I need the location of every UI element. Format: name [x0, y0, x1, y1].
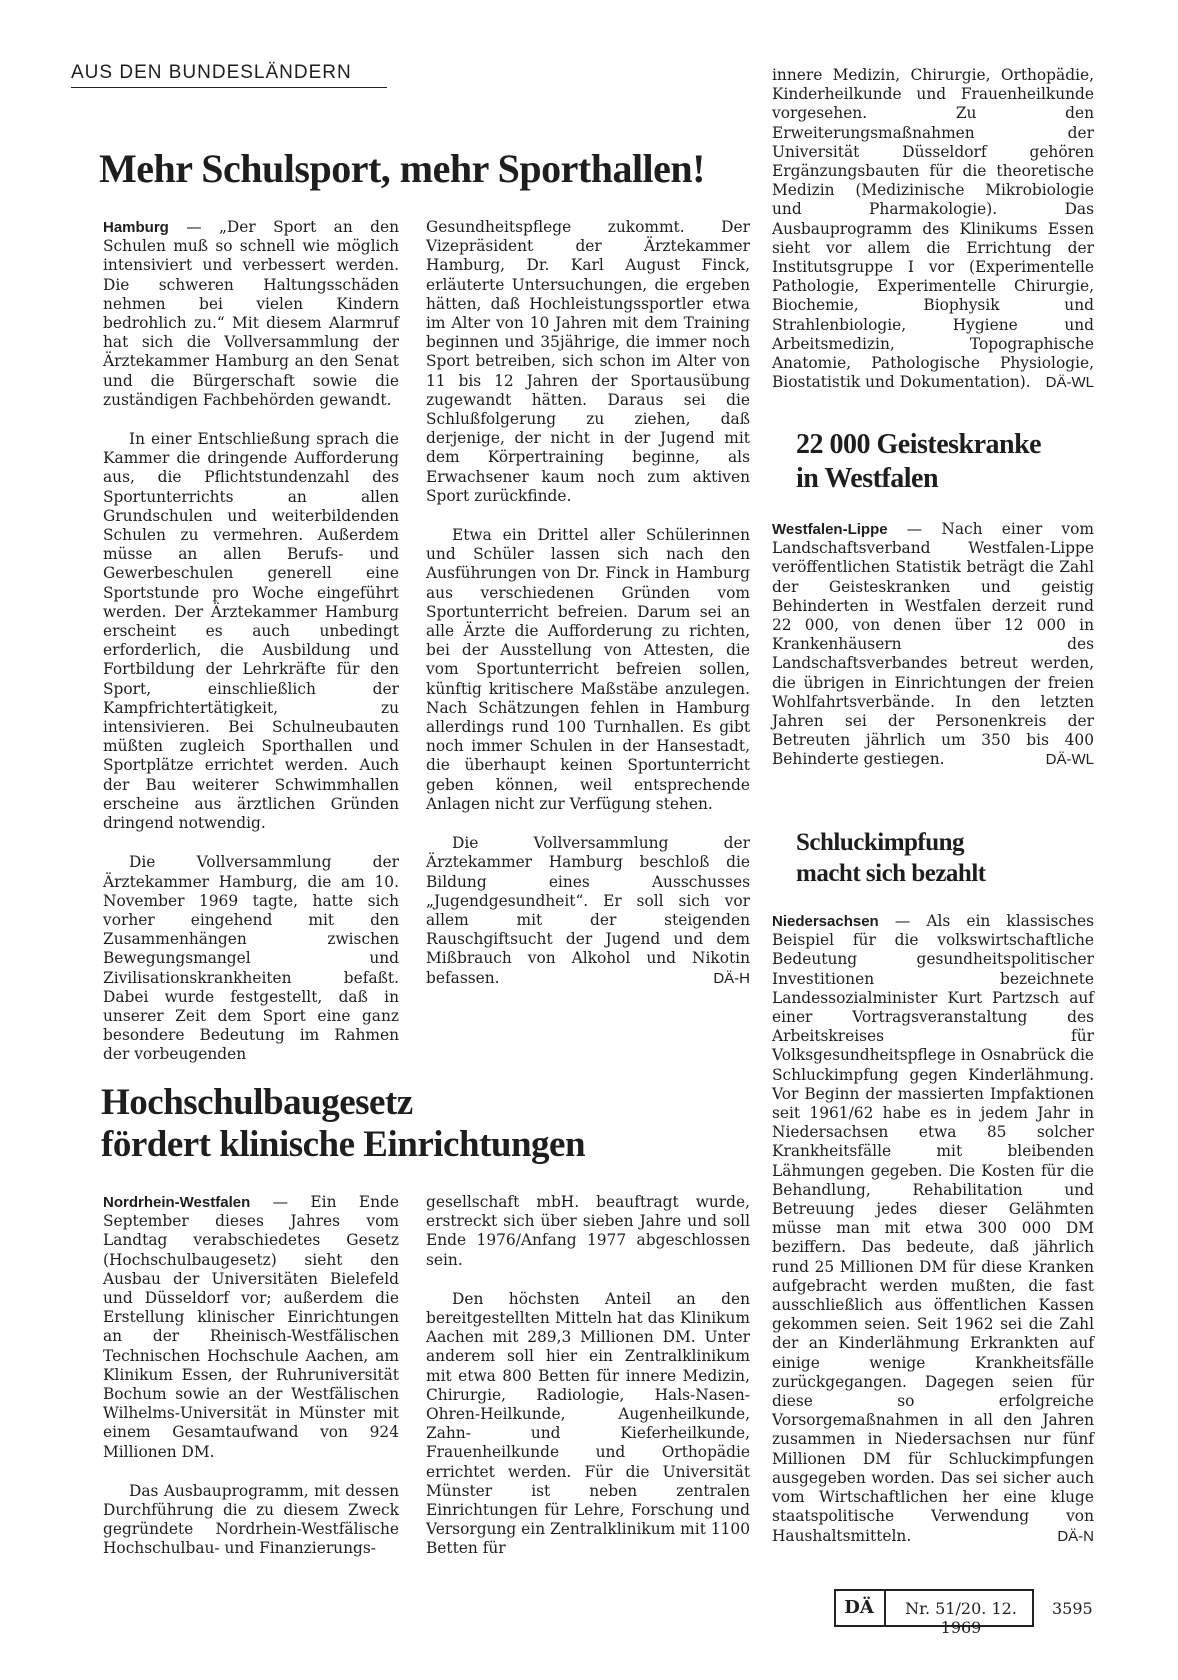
- article1-lead: Hamburg — „Der Sport an den Schulen muß so schnell wie möglich intensiviert und verbessert werden. Die schweren Haltungsschäden nehmen bei vielen Kindern bedrohlich zu.“ Mit diesem Alarmruf hat sich die Vollversammlung der Ärztekammer Hamburg an den Senat und die Bürgerschaft sowie die zuständigen Fachbehörden gewandt.: [103, 218, 399, 409]
- article2-signature: DÄ-WL: [1045, 374, 1094, 392]
- article2-column1: [103, 1193, 399, 1579]
- article4-body: [772, 912, 1094, 1566]
- article1-paragraph: Die Vollversammlung der Ärztekammer Hamburg, die am 10. November 1969 tagte, hatte sich vorher eingehend mit den Zusammenhängen zwischen Bewegungsmangel und Zivilisationskrankheiten befaßt. Dabei wurde festgestellt, daß in unserer Zeit dem Sport eine ganz besondere Bedeutung im Rahmen der vorbeugenden: [103, 853, 399, 1064]
- article1-paragraph: Etwa ein Drittel aller Schülerinnen und Schüler lassen sich nach den Ausführungen von Dr. Finck in Hamburg aus verschiedenen Gründen vom Sportunterricht befreien. Darum sei an alle Ärzte die Aufforderung zu richten, bei der Ausstellung von Attesten, die vom Sportunterricht befreien sollen, künftig kritischere Maßstäbe anzulegen. Nach Schätzungen fehlen in Hamburg allerdings rund 100 Turnhallen. Es gibt noch immer Schulen in der Hansestadt, die überhaupt keinen Sportunterricht geben können, weil entsprechende Anlagen nicht zur Verfügung stehen.: [426, 526, 750, 813]
- article1-place: Hamburg: [103, 219, 169, 236]
- article2-lead: Nordrhein-Westfalen — Ein Ende September dieses Jahres vom Landtag verabschiedetes Gesetz (Hochschulbaugesetz) sieht den Ausbau der Universitäten Bielefeld und Düsseldorf vor; außerdem die Erstellung klinischer Einrichtungen an der Rheinisch-Westfälischen Technischen Hochschule Aachen, am Klinikum Essen, der Ruhruniversität Bochum sowie an der Westfälischen Wilhelms-Universität in Münster mit einem Gesamtaufwand von 924 Millionen DM.: [103, 1193, 399, 1461]
- footer-divider: [884, 1589, 886, 1627]
- article1-signature: DÄ-H: [713, 969, 750, 987]
- article1-column2: [426, 218, 750, 1008]
- article1-paragraph: Die Vollversammlung der Ärztekammer Hamburg beschloß die Bildung eines Ausschusses „Jugendgesundheit“. Er soll sich vor allem mit der steigenden Rauschgiftsucht der Jugend und dem Mißbrauch von Alkohol und Nikotin befassen. DÄ-H: [426, 834, 750, 987]
- article3-headline: 22 000 Geisteskranke in Westfalen: [796, 429, 1042, 494]
- article4-place: Niedersachsen: [772, 913, 879, 930]
- article1-paragraph: Gesundheitspflege zukommt. Der Vizepräsident der Ärztekammer Hamburg, Dr. Karl August Finck, erläuterte Untersuchungen, die ergeben hätten, daß Hochleistungssportler etwa im Alter von 10 Jahren mit dem Training beginnen und 35jährige, die immer noch Sport betreiben, sich schon im Alter von 11 bis 12 Jahren der Sportausübung zugewandt hätten. Daraus sei die Schlußfolgerung zu ziehen, daß derjenige, der nicht in der Jugend mit dem Körpertraining beginne, als Erwachsener kaum noch zum aktiven Sport zurückfinde.: [426, 218, 750, 505]
- article2-paragraph: innere Medizin, Chirurgie, Orthopädie, Kinderheilkunde und Frauenheilkunde vorgesehen. Zu den Erweiterungsmaßnahmen der Universität Düsseldorf gehören Ergänzungsbauten für die theoretische Medizin (Medizinische Mikrobiologie und Pharmakologie). Das Ausbauprogramm des Klinikums Essen sieht vor allem die Errichtung der Institutsgruppe I vor (Experimentelle Pathologie, Experimentelle Chirurgie, Biochemie, Biophysik und Strahlenbiologie, Hygiene und Arbeitsmedizin, Topographische Anatomie, Pathologische Physiologie, Biostatistik und Dokumentation). DÄ-WL: [772, 66, 1094, 392]
- journal-abbreviation: DÄ: [844, 1597, 874, 1618]
- article2-paragraph: gesellschaft mbH. beauftragt wurde, erstreckt sich über sieben Jahre und soll Ende 1976/Anfang 1977 abgeschlossen sein.: [426, 1193, 750, 1269]
- article1-headline: Mehr Schulsport, mehr Sporthallen!: [99, 146, 705, 191]
- article4-signature: DÄ-N: [1057, 1527, 1094, 1545]
- article4-headline: Schluckimpfung macht sich bezahlt: [796, 829, 986, 887]
- article1-column1: [103, 218, 399, 1085]
- section-label: AUS DEN BUNDESLÄNDERN: [71, 62, 352, 83]
- issue-number: Nr. 51/20. 12. 1969: [905, 1599, 1017, 1637]
- article2-column2: [426, 1193, 750, 1579]
- article2-headline: Hochschulbaugesetz fördert klinische Einrichtungen: [101, 1082, 586, 1165]
- article2-paragraph: Das Ausbauprogramm, mit dessen Durchführung die zu diesem Zweck gegründete Nordrhein-Westfälische Hochschulbau- und Finanzierungs-: [103, 1481, 399, 1558]
- page-number: 3595: [1052, 1599, 1093, 1618]
- article2-column3: [772, 66, 1094, 412]
- article3-lead: Westfalen-Lippe — Nach einer vom Landschaftsverband Westfalen-Lippe veröffentlichen Statistik beträgt die Zahl der Geisteskranken und geistig Behinderten in Westfalen derzeit rund 22 000, von denen über 12 000 in Krankenhäusern des Landschaftsverbandes betreut werden, die übrigen in Einrichtungen der freien Wohlfahrtsverbände. In den letzten Jahren sei der Personenkreis der Betreuten jährlich um 350 bis 400 Behinderte gestiegen. DÄ-WL: [772, 520, 1094, 769]
- article2-place: Nordrhein-Westfalen: [103, 1194, 251, 1211]
- article2-paragraph: Den höchsten Anteil an den bereitgestellten Mitteln hat das Klinikum Aachen mit 289,3 Millionen DM. Unter anderem soll hier ein Zentralklinikum mit etwa 800 Betten für innere Medizin, Chirurgie, Radiologie, Hals-Nasen-Ohren-Heilkunde, Augenheilkunde, Zahn- und Kieferheilkunde, Frauenheilkunde und Orthopädie errichtet werden. Für die Universität Münster ist neben zentralen Einrichtungen für Lehre, Forschung und Versorgung ein Zentralklinikum mit 1100 Betten für: [426, 1289, 750, 1558]
- article4-lead: Niedersachsen — Als ein klassisches Beispiel für die volkswirtschaftliche Bedeutung gesundheitspolitischer Investitionen bezeichnete Landessozialminister Kurt Partzsch auf einer Vortragsveranstaltung des Arbeitskreises für Volksgesundheitspflege in Osnabrück die Schluckimpfung gegen Kinderlähmung. Vor Beginn der massierten Impfaktionen seit 1961/62 habe es in jedem Jahr in Niedersachsen etwa 85 solcher Krankheitsfälle mit bleibenden Lähmungen gegeben. Die Kosten für die Behandlung, Rehabilitation und Betreuung jedes dieser Gelähmten müsse man mit etwa 300 000 DM beziffern. Das bedeute, daß jährlich rund 25 Millionen DM für diese Kranken aufgebracht werden mußten, die fast ausschließlich aus öffentlichen Kassen gekommen seien. Seit 1962 sei die Zahl der an Kinderlähmung Erkrankten auf einige wenige Krankheitsfälle zurückgegangen. Dagegen seien für diese so erfolgreiche Vorsorgemaßnahmen in all den Jahren zusammen in Niedersachsen nur fünf Millionen DM für Schluckimpfungen ausgegeben worden. Das sei sicher auch vom Wirtschaftlichen her eine kluge staatspolitische Verwendung von Haushaltsmitteln. DÄ-N: [772, 912, 1094, 1545]
- article3-signature: DÄ-WL: [1045, 751, 1094, 769]
- article1-paragraph: In einer Entschließung sprach die Kammer die dringende Aufforderung aus, die Pflichtstundenzahl des Sportunterrichts an allen Grundschulen und weiterbildenden Schulen zu vermehren. Außerdem müsse an allen Berufs- und Gewerbeschulen generell eine Sportstunde pro Woche eingeführt werden. Der Ärztekammer Hamburg erscheint es auch unbedingt erforderlich, die Ausbildung und Fortbildung der Lehrkräfte für den Sport, einschließlich der Kampfrichtertätigkeit, zu intensivieren. Bei Schulneubauten müßten zugleich Sporthallen und Sportplätze errichtet werden. Auch der Bau weiterer Schwimmhallen erscheine aus ärztlichen Gründen dringend notwendig.: [103, 430, 399, 833]
- article3-place: Westfalen-Lippe: [772, 521, 888, 538]
- section-rule: [71, 87, 387, 88]
- article3-body: [772, 520, 1094, 790]
